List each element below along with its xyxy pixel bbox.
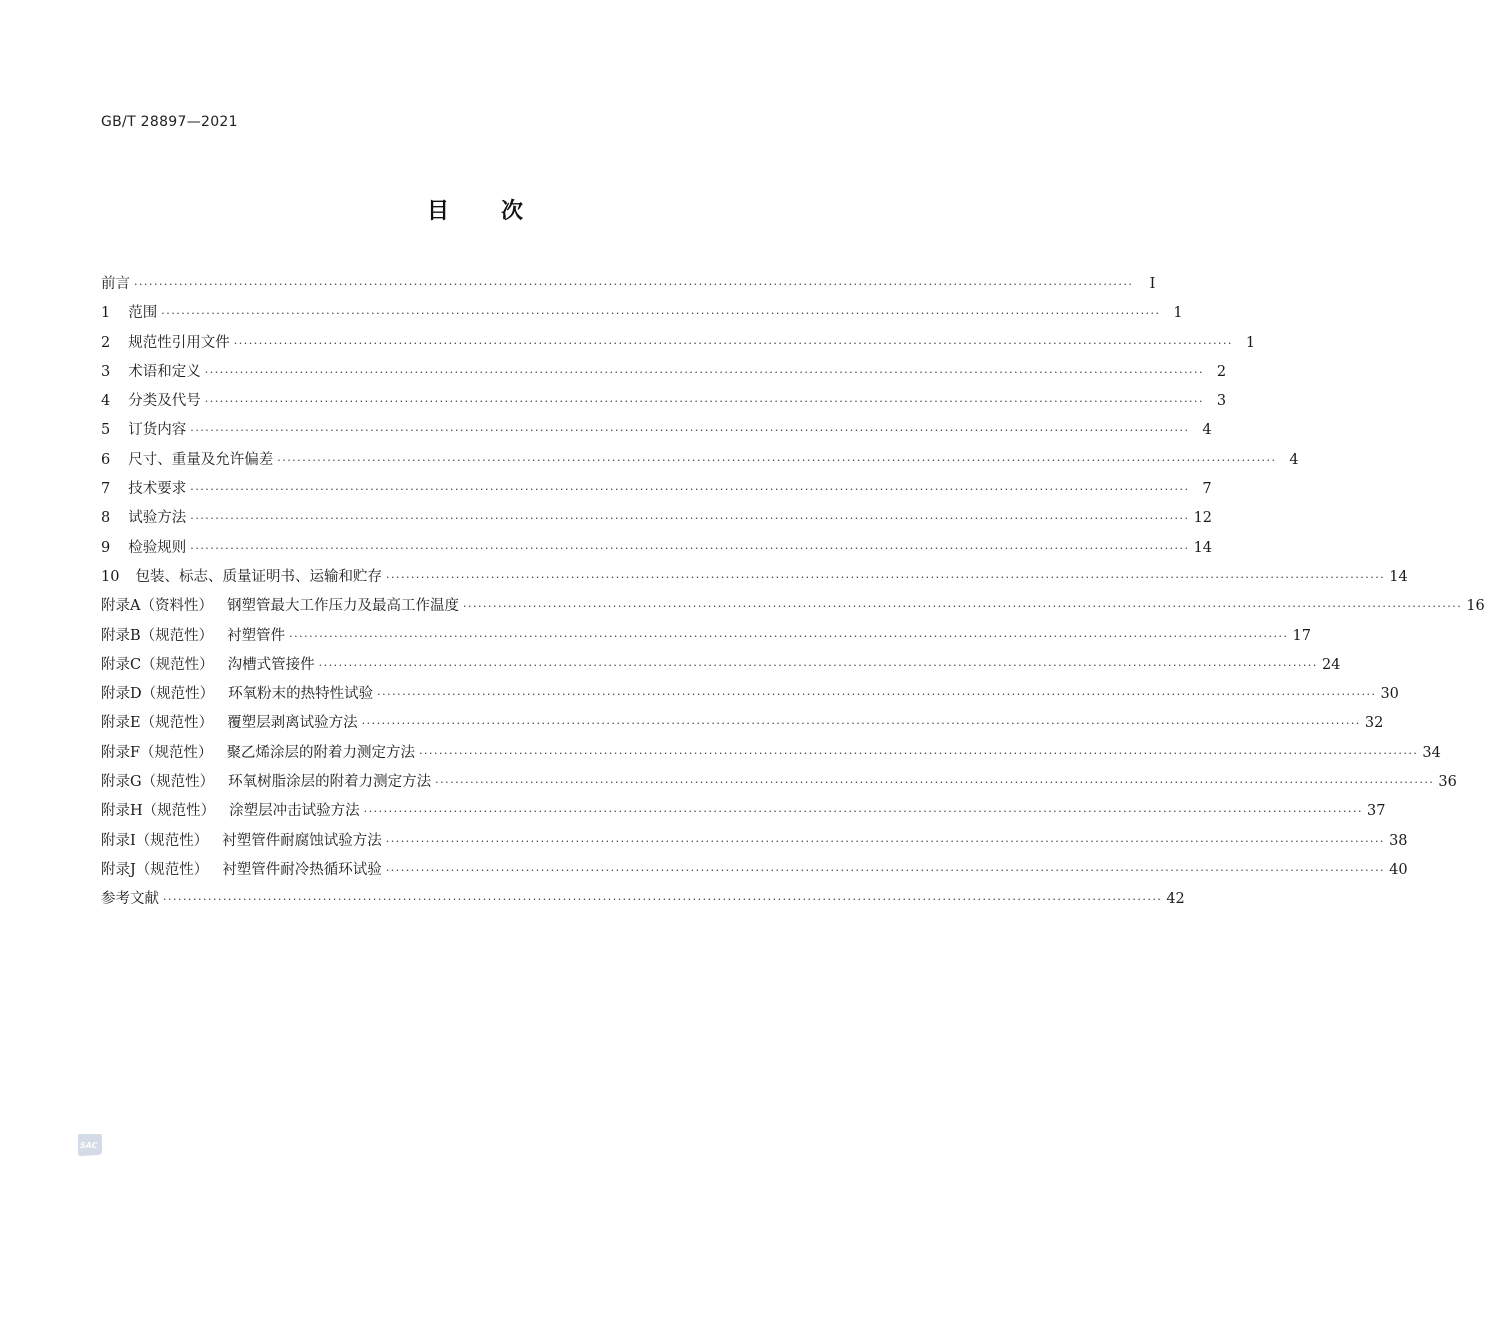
- toc-entry[interactable]: [101, 684, 1399, 713]
- toc-entry-page: 14: [1389, 568, 1408, 585]
- toc-entry-page: 4: [1202, 422, 1212, 439]
- toc-leader-dots: ········································································································································································································: [190, 424, 1190, 438]
- toc-entry-page: Ⅰ: [1149, 276, 1156, 292]
- toc-leader-dots: ········································································································································································································: [277, 453, 1277, 467]
- toc-leader-dots: ········································································································································································································: [385, 834, 1386, 848]
- toc-entry-number: 附录I（规范性）: [101, 832, 209, 849]
- toc-entry-label: [101, 801, 364, 821]
- toc-entry-title: 前言: [101, 276, 130, 292]
- toc-entry-number: 2: [101, 334, 111, 351]
- toc-entry[interactable]: [101, 801, 1386, 830]
- toc-entry-number: 附录A（资料性）: [101, 598, 213, 615]
- toc-entry-page: 38: [1389, 832, 1408, 849]
- toc-leader-dots: ········································································································································································································: [462, 600, 1463, 614]
- toc-entry-number: 9: [101, 539, 111, 556]
- toc-entry-title: 检验规则: [128, 539, 187, 556]
- toc-entry-label: [101, 831, 386, 851]
- toc-entry-number: 附录C（规范性）: [101, 656, 214, 673]
- toc-leader-dots: ········································································································································································································: [204, 395, 1205, 409]
- toc-entry[interactable]: [101, 743, 1441, 772]
- toc-leader-dots: ········································································································································································································: [385, 863, 1386, 877]
- toc-entry-page: 34: [1422, 744, 1441, 761]
- toc-entry-page: 7: [1202, 481, 1212, 498]
- toc-entry[interactable]: [101, 303, 1183, 332]
- toc-entry-label: [101, 362, 205, 382]
- toc-leader-dots: ········································································································································································································: [361, 717, 1361, 731]
- toc-entry-title: 分类及代号: [128, 393, 201, 410]
- toc-entry-number: 附录E（规范性）: [101, 715, 214, 732]
- toc-entry[interactable]: [101, 508, 1213, 537]
- toc-entry-title: 衬塑管件耐冷热循环试验: [222, 861, 382, 878]
- toc-entry-number: 附录G（规范性）: [101, 774, 215, 791]
- toc-entry[interactable]: [101, 274, 1156, 303]
- toc-entry-title: 衬塑管件耐腐蚀试验方法: [222, 832, 382, 849]
- svg-text:SAC: SAC: [80, 1141, 98, 1150]
- toc-leader-dots: ········································································································································································································: [385, 570, 1386, 584]
- toc-leader-dots: ········································································································································································································: [419, 746, 1419, 760]
- toc-entry-label: [101, 655, 319, 675]
- toc-leader-dots: ········································································································································································································: [161, 307, 1161, 321]
- toc-entry-label: [101, 684, 377, 704]
- toc-entry-title: 沟槽式管接件: [227, 656, 315, 673]
- toc-entry-label: [101, 274, 134, 294]
- toc-entry-page: 1: [1173, 305, 1183, 322]
- toc-entry[interactable]: [101, 655, 1341, 684]
- toc-entry-label: [101, 391, 205, 411]
- sac-logo-watermark: [76, 1132, 103, 1157]
- toc-entry[interactable]: [101, 333, 1256, 362]
- toc-leader-dots: ········································································································································································································: [289, 629, 1289, 643]
- toc-entry-title: 覆塑层剥离试验方法: [227, 715, 358, 732]
- toc-entry-title: 环氧粉末的热特性试验: [228, 686, 374, 703]
- toc-entry-label: [101, 333, 234, 353]
- toc-entry-number: 附录D（规范性）: [101, 686, 215, 703]
- toc-entry-label: [101, 567, 386, 587]
- toc-entry-page: 12: [1193, 510, 1213, 527]
- toc-entry-page: 1: [1245, 334, 1256, 351]
- toc-entry-page: 40: [1389, 861, 1408, 878]
- toc-entry[interactable]: [101, 889, 1185, 918]
- toc-entry-label: [101, 303, 161, 323]
- toc-leader-dots: ········································································································································································································: [204, 365, 1205, 379]
- toc-entry-title: 试验方法: [128, 510, 187, 527]
- toc-entry-title: 聚乙烯涂层的附着力测定方法: [226, 744, 416, 761]
- toc-entry-number: 4: [101, 393, 111, 410]
- toc-entry-page: 4: [1289, 451, 1299, 468]
- toc-entry-number: 附录J（规范性）: [101, 861, 209, 878]
- toc-entry-page: 3: [1216, 393, 1227, 410]
- toc-entry[interactable]: [101, 713, 1384, 742]
- toc-entry[interactable]: [101, 538, 1213, 567]
- toc-entry-title: 参考文献: [101, 891, 159, 908]
- toc-entry[interactable]: [101, 596, 1485, 625]
- toc-entry[interactable]: [101, 391, 1227, 420]
- table-of-contents: [101, 274, 1485, 919]
- toc-entry-page: 42: [1166, 891, 1185, 908]
- toc-entry-number: 附录B（规范性）: [101, 627, 214, 644]
- toc-leader-dots: ········································································································································································································: [134, 278, 1134, 291]
- toc-entry-page: 14: [1193, 539, 1213, 556]
- toc-entry-page: 2: [1216, 363, 1227, 380]
- page-title: 目次: [426, 199, 575, 224]
- toc-entry[interactable]: [101, 772, 1457, 801]
- toc-entry-number: 8: [101, 510, 111, 527]
- toc-entry-title: 订货内容: [128, 422, 187, 439]
- toc-entry-title: 术语和定义: [128, 363, 201, 380]
- toc-entry-number: 附录H（规范性）: [101, 803, 216, 820]
- toc-entry-title: 涂塑层冲击试验方法: [229, 803, 360, 820]
- toc-leader-dots: ········································································································································································································: [190, 512, 1190, 526]
- toc-entry-page: 32: [1364, 715, 1384, 732]
- toc-entry-number: 6: [101, 451, 111, 468]
- toc-entry-title: 衬塑管件: [227, 627, 286, 644]
- toc-leader-dots: ········································································································································································································: [190, 483, 1190, 497]
- toc-entry-number: 附录F（规范性）: [101, 744, 213, 761]
- toc-entry-page: 36: [1438, 774, 1457, 791]
- toc-entry-title: 技术要求: [128, 481, 187, 498]
- toc-entry-title: 环氧树脂涂层的附着力测定方法: [228, 774, 432, 791]
- toc-entry-title: 规范性引用文件: [128, 334, 230, 351]
- toc-entry[interactable]: [101, 860, 1408, 889]
- toc-entry[interactable]: [101, 450, 1299, 479]
- toc-entry-number: 10: [101, 568, 120, 585]
- toc-entry-number: 5: [101, 422, 111, 439]
- toc-entry-title: 钢塑管最大工作压力及最高工作温度: [226, 598, 459, 615]
- toc-entry[interactable]: [101, 420, 1212, 449]
- toc-entry-page: 16: [1466, 598, 1485, 615]
- toc-leader-dots: ········································································································································································································: [163, 893, 1163, 907]
- toc-entry-page: 30: [1380, 686, 1399, 703]
- toc-entry-label: [101, 772, 435, 792]
- toc-entry-number: 1: [101, 305, 111, 322]
- toc-entry-title: 尺寸、重量及允许偏差: [128, 451, 274, 468]
- toc-entry[interactable]: [101, 479, 1212, 508]
- toc-entry[interactable]: [101, 362, 1227, 391]
- toc-entry-label: [101, 626, 289, 646]
- toc-entry[interactable]: [101, 626, 1311, 655]
- toc-entry-number: 3: [101, 363, 111, 380]
- toc-leader-dots: ········································································································································································································: [233, 336, 1234, 350]
- toc-entry-label: [101, 479, 190, 499]
- toc-entry[interactable]: [101, 567, 1408, 596]
- toc-entry-label: [101, 860, 386, 880]
- toc-entry-page: 24: [1321, 656, 1341, 673]
- toc-leader-dots: ········································································································································································································: [363, 805, 1363, 819]
- toc-leader-dots: ········································································································································································································: [318, 658, 1318, 672]
- toc-leader-dots: ········································································································································································································: [190, 541, 1190, 555]
- toc-leader-dots: ········································································································································································································: [377, 688, 1377, 702]
- toc-entry-label: [101, 713, 362, 733]
- standard-code: GB/T 28897—2021: [101, 114, 238, 130]
- toc-entry-title: 范围: [128, 305, 158, 322]
- toc-entry-page: 17: [1292, 627, 1311, 644]
- toc-entry-label: [101, 889, 163, 909]
- toc-entry-title: 包装、标志、质量证明书、运输和贮存: [135, 568, 382, 585]
- toc-entry-label: [101, 538, 190, 558]
- toc-entry[interactable]: [101, 831, 1408, 860]
- toc-leader-dots: ········································································································································································································: [435, 776, 1435, 790]
- toc-entry-label: [101, 508, 190, 528]
- toc-entry-page: 37: [1366, 803, 1386, 820]
- toc-entry-label: [101, 596, 463, 616]
- toc-entry-number: 7: [101, 481, 111, 498]
- toc-entry-label: [101, 450, 277, 470]
- toc-entry-label: [101, 420, 190, 440]
- toc-entry-label: [101, 743, 419, 763]
